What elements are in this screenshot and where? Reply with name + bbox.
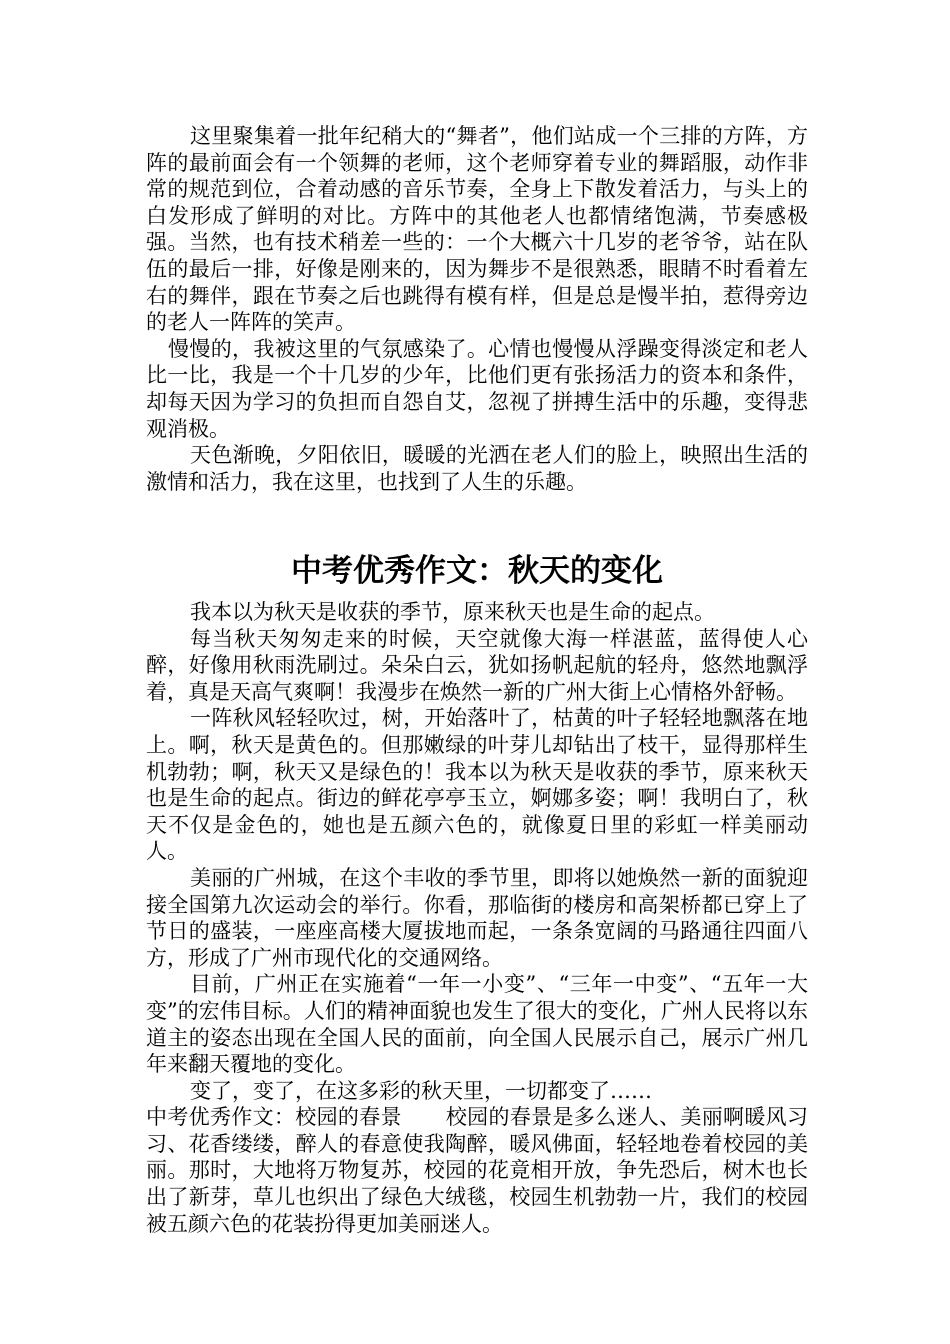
next-essay-text: 校园的春景是多么迷人、美丽啊暖风习习、花香缕缕，醉人的春意使我陶醉，暖风佛面，轻轻地卷着校园的美丽。那时，大地将万物复苏，校园的花竟相开放，争先恐后，树木也长出了新芽，草儿也织出了绿色大绒毯，校园生机勃勃一片，我们的校园被五颜六色的花装扮得更加美丽迷人。 bbox=[146, 1105, 809, 1236]
essay-body bbox=[146, 599, 808, 1237]
paragraph: 慢慢的，我被这里的气氛感染了。心情也慢慢从浮躁变得淡定和老人比一比，我是一个十几岁的少年，比他们更有张扬活力的资本和条件，却每天因为学习的负担而自怨自艾，忽视了拼搏生活中的乐趣，变得悲观消极。 bbox=[146, 336, 808, 441]
essay-title: 中考优秀作文：秋天的变化 bbox=[291, 553, 663, 589]
next-essay-title: 中考优秀作文：校园的春景 bbox=[146, 1105, 402, 1130]
paragraph: 我本以为秋天是收获的季节，原来秋天也是生命的起点。 bbox=[190, 600, 715, 624]
paragraph: 每当秋天匆匆走来的时候，天空就像大海一样湛蓝，蓝得使人心醉，好像用秋雨洗刷过。朵朵白云，犹如扬帆起航的轻舟，悠然地飘浮着，真是天高气爽啊！我漫步在焕然一新的广州大街上心情格外舒畅。 bbox=[146, 626, 808, 704]
next-essay-paragraph bbox=[146, 1104, 808, 1237]
paragraph: 一阵秋风轻轻吹过，树，开始落叶了，枯黄的叶子轻轻地飘落在地上。啊，秋天是黄色的。但那嫩绿的叶芽儿却钻出了枝干，显得那样生机勃勃；啊，秋天又是绿色的！我本以为秋天是收获的季节，原来秋天也是生命的起点。街边的鲜花亭亭玉立，婀娜多姿；啊！我明白了，秋天不仅是金色的，她也是五颜六色的，就像夏日里的彩虹一样美丽动人。 bbox=[146, 706, 808, 864]
paragraph: 美丽的广州城，在这个丰收的季节里，即将以她焕然一新的面貌迎接全国第九次运动会的举行。你看，那临街的楼房和高架桥都已穿上了节日的盛装，一座座高楼大厦拔地而起，一条条宽阔的马路通往四面八方，形成了广州市现代化的交通网络。 bbox=[146, 865, 808, 970]
paragraph: 目前，广州正在实施着“一年一小变”、“三年一中变”、“五年一大变”的宏伟目标。人们的精神面貌也发生了很大的变化，广州人民将以东道主的姿态出现在全国人民的面前，向全国人民展示自己，展示广州几年来翻天覆地的变化。 bbox=[146, 972, 808, 1077]
paragraph: 变了，变了，在这多彩的秋天里，一切都变了…… bbox=[190, 1078, 652, 1103]
essay-continuation bbox=[146, 123, 808, 495]
paragraph: 天色渐晚，夕阳依旧，暖暖的光洒在老人们的脸上，映照出生活的激情和活力，我在这里，也找到了人生的乐趣。 bbox=[146, 443, 808, 494]
paragraph: 这里聚集着一批年纪稍大的“舞者”，他们站成一个三排的方阵，方阵的最前面会有一个领舞的老师，这个老师穿着专业的舞蹈服，动作非常的规范到位，合着动感的音乐节奏，全身上下散发着活力，与头上的白发形成了鲜明的对比。方阵中的其他老人也都情绪饱满，节奏感极强。当然，也有技术稍差一些的：一个大概六十几岁的老爷爷，站在队伍的最后一排，好像是刚来的，因为舞步不是很熟悉，眼睛不时看着左右的舞伴，跟在节奏之后也跳得有模有样，但是总是慢半拍，惹得旁边的老人一阵阵的笑声。 bbox=[146, 124, 808, 335]
